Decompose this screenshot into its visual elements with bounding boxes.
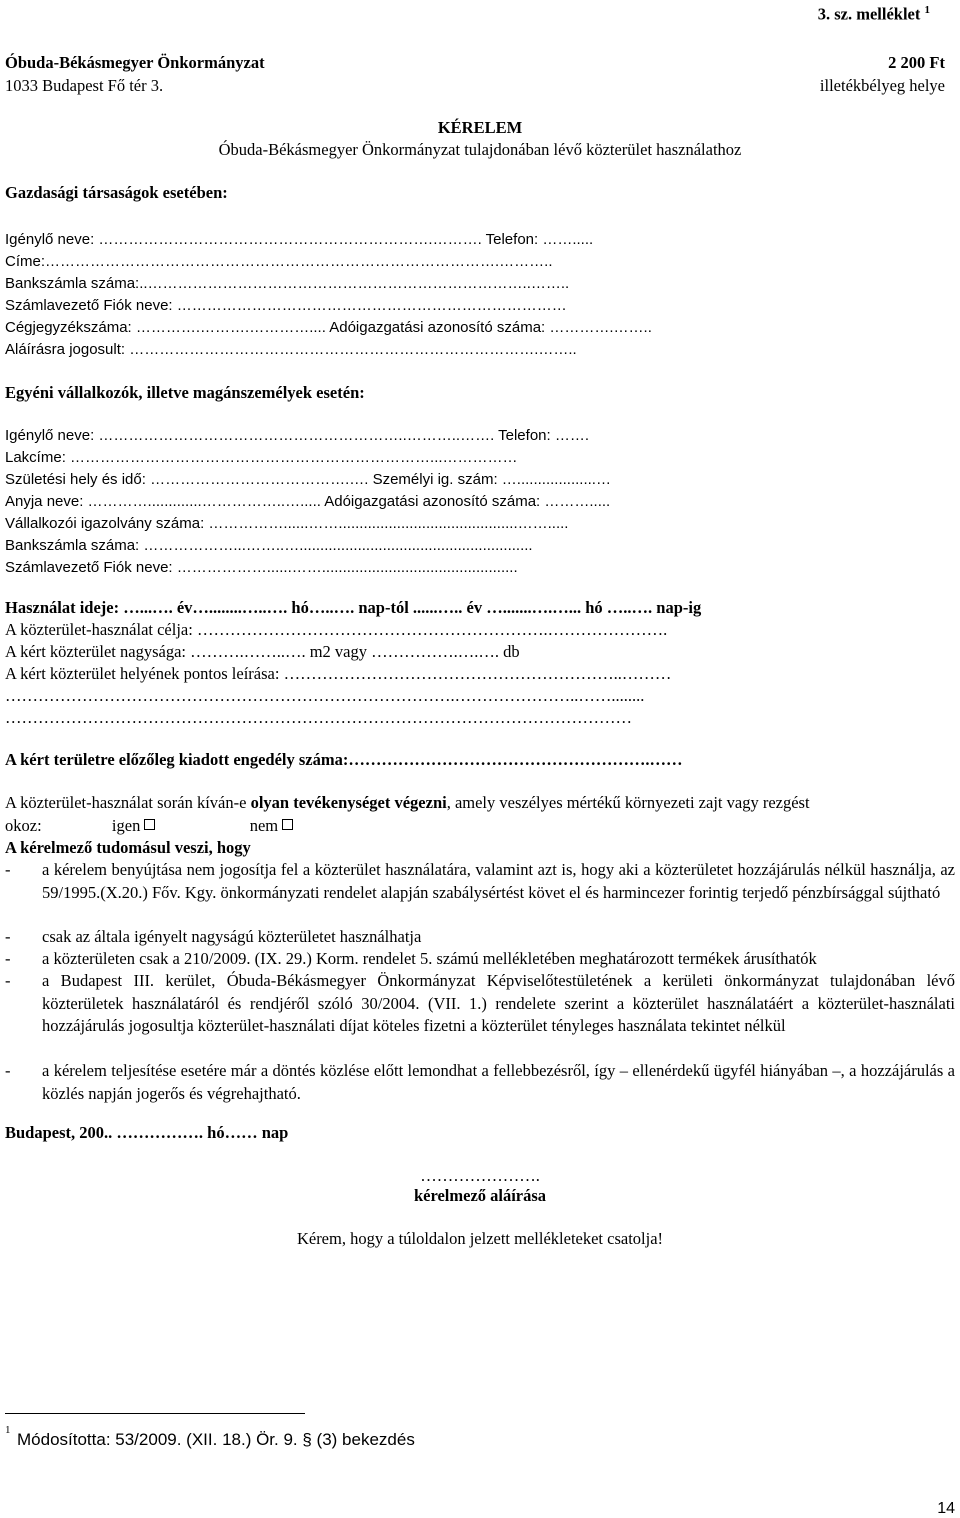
company-bank-branch-field: Számlavezető Fiók neve: …………………………………………………………………… xyxy=(5,297,567,314)
footnote-mark: 1 xyxy=(5,1424,11,1436)
acknowledge-item-1: a kérelem benyújtása nem jogosítja fel a közterület használatára, valamint azt is, hogy aki a közterületet hozzájárulás nélkül használja, az 59/1995.(X.20.) Főv. Kgy. önkormányzati rendelet alapján szabálysértést követ el és harmincezer forintig terjedő pénzbírsággal sújtható xyxy=(42,860,955,902)
bullet-5: - xyxy=(5,1061,11,1080)
individual-bank-account-field: Bankszámla száma: ………………...……..…........................................................ xyxy=(5,537,533,554)
company-registration-field: Cégjegyzékszáma: ………….……….………….... Adóigazgatási azonosító száma: ………….…….. xyxy=(5,319,652,336)
individual-bank-branch-field: Számlavezető Fiók neve: ………………......……............................................... xyxy=(5,559,518,576)
signature-label: kérelmező aláírása xyxy=(413,1186,547,1205)
bullet-4: - xyxy=(5,971,11,990)
company-applicant-name-field: Igénylő neve: ………………………………………………………….………. Telefon: ……..... xyxy=(5,231,594,248)
bullet-3: - xyxy=(5,949,11,968)
acknowledge-item-5: a kérelem teljesítése esetére már a döntés közlése előtt lemondhat a fellebbezésről, így – ellenérdekű ügyfél hiányában –, a hozzájárulás a közlés napján jogerős és végrehajtható. xyxy=(42,1061,955,1103)
company-bank-account-field: Bankszámla száma:..…………………………………………………………………..…….. xyxy=(5,275,570,292)
acknowledge-heading: A kérelmező tudomásul veszi, hogy xyxy=(5,838,251,857)
option-yes-label: igen xyxy=(111,816,141,835)
company-signatory-field: Aláírásra jogosult: ……………………………………………………………………….…….. xyxy=(5,341,577,358)
usage-size-field: A kért közterület nagysága: ……….……..…. m2 vagy …………….….…. db xyxy=(5,642,520,661)
footnote-text: Módosította: 53/2009. (XII. 18.) Ör. 9. § (3) bekezdés xyxy=(17,1430,415,1449)
individual-address-field: Lakcíme: ………………………………………………………………...…………… xyxy=(5,449,518,466)
company-address-field: Címe:……………………………………………………………………………….……….. xyxy=(5,253,553,270)
checkbox-no[interactable] xyxy=(282,819,293,830)
individual-license-field: Vállalkozói igazolvány száma: ……………......……...........................................……..... xyxy=(5,515,569,532)
fee-amount: 2 200 Ft xyxy=(888,53,945,72)
acknowledge-item-2: csak az általa igényelt nagyságú közterületet használhatja xyxy=(42,927,422,946)
bullet-2: - xyxy=(5,927,11,946)
individual-applicant-name-field: Igénylő neve: ……………………………………………………..………..……. Telefon: ……. xyxy=(5,427,590,444)
org-address: 1033 Budapest Fő tér 3. xyxy=(5,76,164,95)
usage-location-field: A kért közterület helyének pontos leírása: ……………………………………………………..……… xyxy=(5,664,672,683)
usage-period-field: Használat ideje: …...…. év…........…..…. hó…..…. nap-tól ......….. év ….......….…... hó …..…. nap-ig xyxy=(5,598,702,617)
org-name: Óbuda-Békásmegyer Önkormányzat xyxy=(5,53,265,72)
form-title: KÉRELEM xyxy=(437,118,523,137)
checkbox-yes[interactable] xyxy=(144,819,155,830)
usage-purpose-field: A közterület-használat célja: ……………………………………………………….…………………. xyxy=(5,620,668,639)
place-date-field: Budapest, 200.. ……………. hó…… nap xyxy=(5,1123,289,1142)
page-number: 14 xyxy=(937,1500,955,1517)
bullet-1: - xyxy=(5,860,11,879)
acknowledge-item-3: a közterületen csak a 210/2009. (IX. 29.) Korm. rendelet 5. számú mellékletében meghatározott termékek árusíthatók xyxy=(42,949,817,968)
acknowledge-item-4: a Budapest III. kerület, Óbuda-Békásmegyer Önkormányzat Képviselőtestületének a kerületi önkormányzat tulajdonában lévő közterületek használatáról és rendjéről szóló 30/2004. (VII. 1.) rendelete szerint a közterület használatáért a közterület-használati hozzájárulás jogosultja közterület-használati díjat köteles fizetni a közterület tényleges használata tekintet nélkül xyxy=(42,971,955,1035)
individual-birth-field: Születési hely és idő: ………………………………….…. Személyi ig. szám: …...................… xyxy=(5,471,611,488)
usage-location-dots-2: …………………………………………………………………………………………………… xyxy=(5,708,632,727)
noise-label: okoz: xyxy=(5,816,42,835)
section-heading-individuals: Egyéni vállalkozók, illetve magánszemélyek esetén: xyxy=(5,383,365,402)
signature-dots: …………………. xyxy=(420,1166,540,1185)
form-subtitle: Óbuda-Békásmegyer Önkormányzat tulajdonában lévő közterület használathoz xyxy=(218,140,742,159)
individual-mother-name-field: Anyja neve: ………….............……………..…..... Adóigazgatási azonosító száma: ………..... xyxy=(5,493,611,510)
option-no-label: nem xyxy=(249,816,279,835)
annex-label: 3. sz. melléklet $^1$ xyxy=(817,4,930,24)
noise-options xyxy=(5,816,293,836)
stamp-place: illetékbélyeg helye xyxy=(819,76,945,95)
footnote-divider xyxy=(5,1413,305,1414)
previous-permit-field: A kért területre előzőleg kiadott engedély száma:……………………………………………….…… xyxy=(5,750,683,769)
attachment-note: Kérem, hogy a túloldalon jelzett mellékleteket csatolja! xyxy=(296,1229,664,1248)
section-heading-companies: Gazdasági társaságok esetében: xyxy=(5,183,228,202)
noise-question: A közterület-használat során kíván-e olyan tevékenységet végezni, amely veszélyes mértékű környezeti zajt vagy rezgést xyxy=(5,793,810,812)
usage-location-dots-1: ……………………………………………………………………….…………………..……........ xyxy=(5,686,645,705)
